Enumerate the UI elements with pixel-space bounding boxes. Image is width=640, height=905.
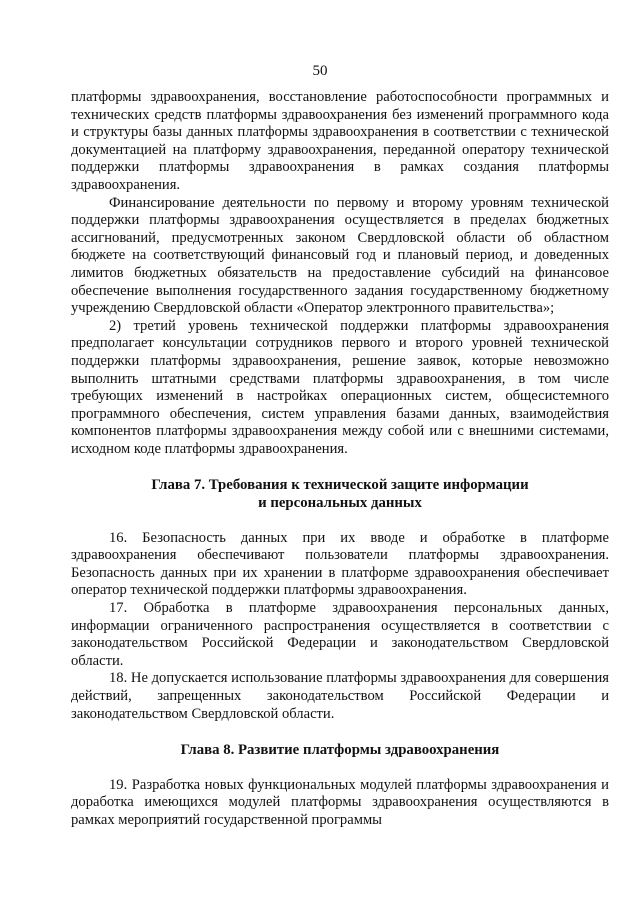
paragraph-16: 16. Безопасность данных при их вводе и обработке в платформе здравоохранения обеспечивают пользователи платформы здравоохранения. Безопасность данных при их хранении в платформе здравоохранения обеспечивает оператор технической поддержки платформы здравоохранения.	[71, 529, 609, 599]
chapter-8-heading: Глава 8. Развитие платформы здравоохранения	[180, 742, 500, 759]
chapter-7-heading	[71, 477, 609, 512]
paragraph-19: 19. Разработка новых функциональных модулей платформы здравоохранения и доработка имеющихся модулей платформы здравоохранения осуществляются в рамках мероприятий государственной программы	[71, 776, 609, 828]
chapter-7-title-line2: и персональных данных	[258, 495, 422, 512]
paragraph-continuation: платформы здравоохранения, восстановление работоспособности программных и технических средств платформы здравоохранения без изменений программного кода и структуры базы данных платформы здравоохранения в соответствии с технической документацией на платформу здравоохранения, переданной оператору технической поддержки платформы здравоохранения в рамках создания платформы здравоохранения.	[71, 89, 609, 193]
chapter-7-title-line1: Глава 7. Требования к технической защите информации	[151, 477, 529, 494]
page-number: 50	[312, 63, 328, 79]
paragraph-financing: Финансирование деятельности по первому и второму уровням технической поддержки платформы здравоохранения осуществляется в пределах бюджетных ассигнований, предусмотренных законом Свердловской области об областном бюджете на соответствующий финансовый год и плановый период, и доведенных лимитов бюджетных обязательств на предоставление субсидий на финансовое обеспечение выполнения государственного задания государственному бюджетному учреждению Свердловской области «Оператор электронного правительства»;	[71, 194, 609, 317]
paragraph-18: 18. Не допускается использование платформы здравоохранения для совершения действий, запрещенных законодательством Российской Федерации и законодательством Свердловской области.	[71, 670, 609, 722]
paragraph-17: 17. Обработка в платформе здравоохранения персональных данных, информации ограниченного распространения осуществляется в соответствии с законодательством Российской Федерации и законодательством Свердловской области.	[71, 600, 609, 669]
document-body	[71, 89, 609, 830]
paragraph-third-level-support: 2) третий уровень технической поддержки платформы здравоохранения предполагает консультации сотрудников первого и второго уровней технической поддержки платформы здравоохранения, решение заявок, которые невозможно выполнить штатными средствами платформы здравоохранения, в том числе требующих изменений в настройках операционных систем, общесистемного программного обеспечения, систем управления базами данных, взаимодействия компонентов платформы здравоохранения между собой или с внешними системами, исходном коде платформы здравоохранения.	[71, 317, 609, 457]
